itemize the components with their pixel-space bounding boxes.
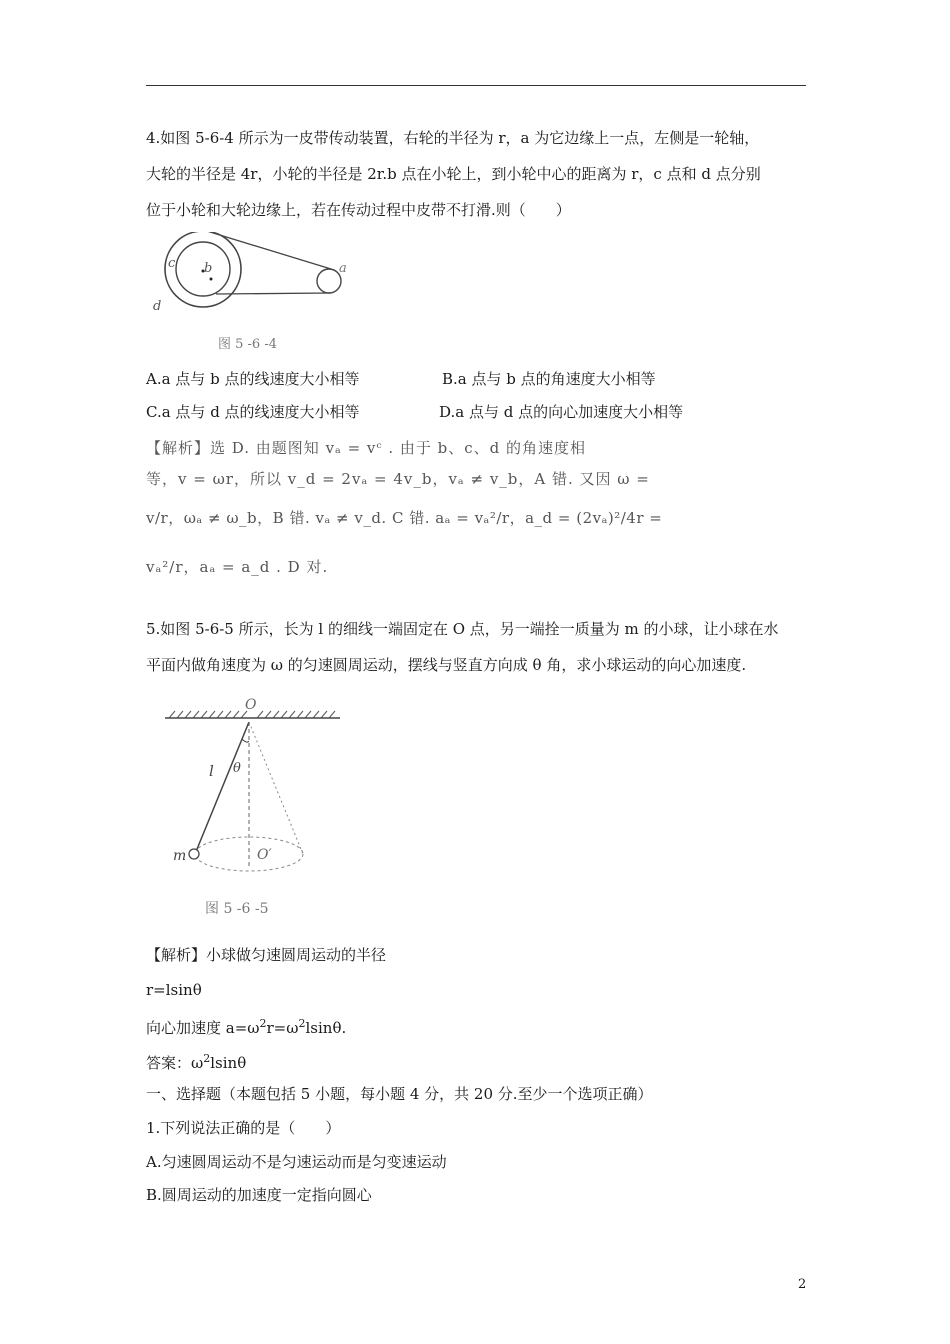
- q4-analysis-line-1: 【解析】选 D. 由题图知 vₐ = vᶜ . 由于 b、c、d 的角速度相: [146, 439, 587, 457]
- figure-5-6-5: [165, 694, 345, 920]
- label-theta: θ: [233, 761, 241, 776]
- figure-caption-4: 图 5 -6 -4: [218, 337, 277, 352]
- section-title: 一、选择题（本题包括 5 小题，每小题 4 分，共 20 分.至少一个选项正确）: [146, 1085, 653, 1103]
- q5-acceleration: 向心加速度 $a=\omega^2r=\omega^2lsin\theta$.: [146, 1017, 347, 1037]
- label-c: c: [168, 256, 176, 271]
- section-q1-option-a: A.匀速圆周运动不是匀速运动而是匀变速运动: [146, 1153, 447, 1171]
- label-o-prime: O′: [257, 847, 272, 863]
- small-wheel: [176, 242, 230, 296]
- q5-line-2: 平面内做角速度为 ω 的匀速圆周运动，摆线与竖直方向成 θ 角，求小球运动的向心加速度.: [146, 656, 747, 674]
- belt-top: [210, 232, 331, 269]
- string-line: [195, 722, 249, 854]
- page-number: 2: [798, 1277, 807, 1292]
- q4-analysis-line-4: vₐ²/r，aₐ = a_d . D 对.: [146, 558, 329, 576]
- q5-answer: 答案：$\omega^2lsin\theta$: [146, 1052, 247, 1072]
- cone-right-edge: [249, 722, 303, 854]
- q5-analysis: 【解析】小球做匀速圆周运动的半径: [146, 946, 387, 964]
- label-d: d: [153, 299, 162, 314]
- point-b-dot: [210, 278, 213, 281]
- label-m: m: [173, 848, 187, 864]
- label-l: l: [209, 762, 214, 780]
- label-b: b: [204, 261, 213, 276]
- q4-option-b: B.a 点与 b 点的角速度大小相等: [442, 370, 656, 388]
- angle-arc: [242, 739, 249, 742]
- q4-analysis-line-3: v/r，ωₐ ≠ ω_b，B 错. vₐ ≠ v_d. C 错. aₐ = vₐ²/r，a_d = (2vₐ)²/4r =: [146, 509, 663, 527]
- label-a: a: [339, 261, 347, 276]
- figure-5-6-4: [148, 232, 358, 360]
- q4-analysis-line-2: 等，v = ωr，所以 v_d = 2vₐ = 4v_b，vₐ ≠ v_b，A 错. 又因 ω =: [146, 470, 650, 488]
- figure-caption-5: 图 5 -6 -5: [205, 901, 269, 917]
- label-o: O: [245, 697, 257, 713]
- q5-radius: r=lsinθ: [146, 981, 202, 999]
- belt-drive-diagram: [148, 232, 358, 360]
- section-q1-option-b: B.圆周运动的加速度一定指向圆心: [146, 1186, 372, 1204]
- q4-option-a: A.a 点与 b 点的线速度大小相等: [146, 370, 360, 388]
- conical-pendulum-diagram: [165, 694, 345, 920]
- header-rule: [146, 85, 806, 86]
- right-wheel: [317, 269, 341, 293]
- q4-line-1: 4.如图 5-6-4 所示为一皮带传动装置，右轮的半径为 r，a 为它边缘上一点，左侧是一轮轴，: [146, 129, 760, 147]
- q4-line-3: 位于小轮和大轮边缘上，若在传动过程中皮带不打滑.则（ ）: [146, 201, 571, 219]
- q5-line-1: 5.如图 5-6-5 所示，长为 l 的细线一端固定在 O 点，另一端拴一质量为 m 的小球，让小球在水: [146, 620, 779, 638]
- section-q1: 1.下列说法正确的是（ ）: [146, 1119, 341, 1137]
- q4-option-c: C.a 点与 d 点的线速度大小相等: [146, 403, 360, 421]
- ball: [189, 849, 199, 859]
- q4-line-2: 大轮的半径是 4r，小轮的半径是 2r.b 点在小轮上，到小轮中心的距离为 r，c 点和 d 点分别: [146, 165, 761, 183]
- q4-option-d: D.a 点与 d 点的向心加速度大小相等: [439, 403, 684, 421]
